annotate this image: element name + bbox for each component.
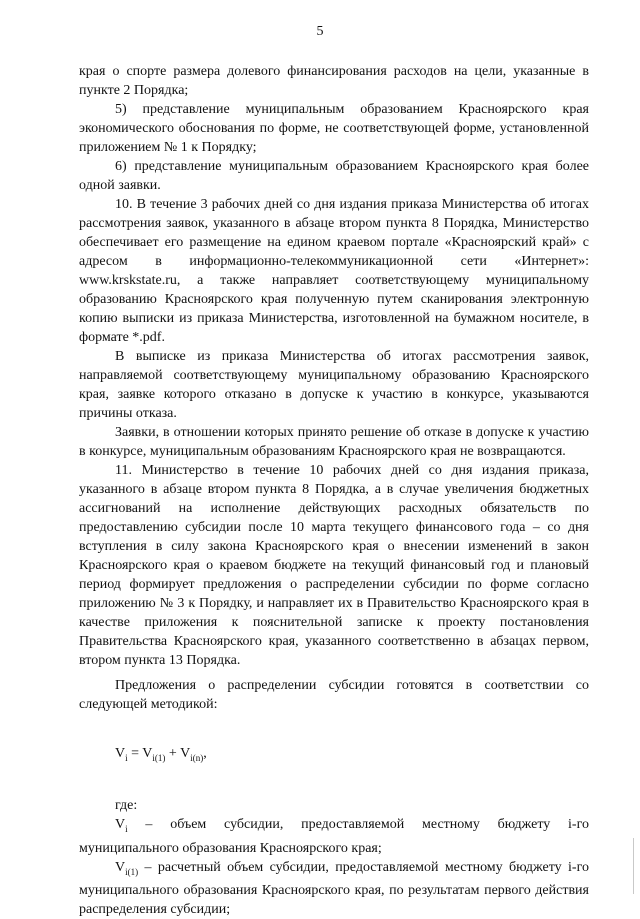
formula-lhs-sub: i xyxy=(125,752,128,763)
paragraph-point-11: 11. Министерство в течение 10 рабочих дней со дня издания приказа, указанного в абзаце втором пункта 8 Порядка, а в случае увеличения бюджетных ассигнований на исполнение действующих расходных обязательств по предоставлению субсидии после 10 марта текущего финансового года – со дня вступления в силу закона Красноярского края о внесении изменений в закон Красноярского края о краевом бюджете на текущий финансовый год и плановый период формирует предложения о распределении субсидии по форме согласно приложению № 3 к Порядку, и направляет их в Правительство Красноярского края в качестве приложения к пояснительной записке к проекту постановления Правительства Красноярского края, указанного соответственно в абзацах первом, втором пункта 13 Порядка. xyxy=(79,463,589,668)
definition-symbol: V xyxy=(115,859,126,875)
formula-term-2-sub: i(n) xyxy=(190,752,204,763)
formula-term-1: V xyxy=(142,746,153,761)
formula-tail: , xyxy=(203,746,207,761)
definition-text: – объем субсидии, предоставляемой местному бюджету i-го муниципального образования Красноярского края; xyxy=(79,816,589,856)
paragraph-item-5: 5) представление муниципальным образованием Красноярского края экономического обоснования по форме, не соответствующей форме, установленной приложением № 1 к Порядку; xyxy=(79,102,589,155)
definition-vi1 xyxy=(79,858,589,919)
document-body xyxy=(79,62,589,919)
paragraph-continuation: края о спорте размера долевого финансирования расходов на цели, указанные в пункте 2 Порядка; xyxy=(79,64,589,98)
formula-term-2: V xyxy=(180,746,191,761)
formula xyxy=(115,744,589,768)
definition-symbol-sub: i(1) xyxy=(125,866,139,877)
paragraph-extract-reasons: В выписке из приказа Министерства об итогах рассмотрения заявок, направляемой соответствующему муниципальному образованию Красноярского края, заявке которого отказано в допуске к участию в конкурсе, указываются причины отказа. xyxy=(79,349,589,421)
scan-edge-mark xyxy=(633,838,634,894)
formula-term-1-sub: i(1) xyxy=(152,752,166,763)
formula-plus: + xyxy=(165,746,181,761)
paragraph-applications-not-returned: Заявки, в отношении которых принято решение об отказе в допуске к участию в конкурсе, муниципальным образованиям Красноярского края не возвращаются. xyxy=(79,425,589,459)
formula-lhs: V xyxy=(115,746,126,761)
where-label: где: xyxy=(115,797,138,813)
formula-eq: = xyxy=(127,746,143,761)
definition-text: – расчетный объем субсидии, предоставляемой местному бюджету i-го муниципального образования Красноярского края, по результатам первого действия распределения субсидии; xyxy=(79,859,589,918)
paragraph-methodology-intro: Предложения о распределении субсидии готовятся в соответствии со следующей методикой: xyxy=(79,678,589,712)
definition-vi xyxy=(79,815,589,858)
paragraph-point-10: 10. В течение 3 рабочих дней со дня издания приказа Министерства об итогах рассмотрения заявок, указанного в абзаце втором пункта 8 Порядка, Министерство обеспечивает его размещение на едином краевом портале «Красноярский край» с адресом в информационно-телекоммуникационной сети «Интернет»: www.krskstate.ru, а также направляет соответствующему муниципальному образованию Красноярского края полученную путем сканирования электронную копию выписки из приказа Министерства, изготовленной на бумажном носителе, в формате *.pdf. xyxy=(79,197,589,345)
page-number: 5 xyxy=(316,24,324,39)
paragraph-item-6: 6) представление муниципальным образованием Красноярского края более одной заявки. xyxy=(79,159,589,193)
definition-symbol: V xyxy=(115,816,126,832)
definition-symbol-sub: i xyxy=(125,823,128,834)
